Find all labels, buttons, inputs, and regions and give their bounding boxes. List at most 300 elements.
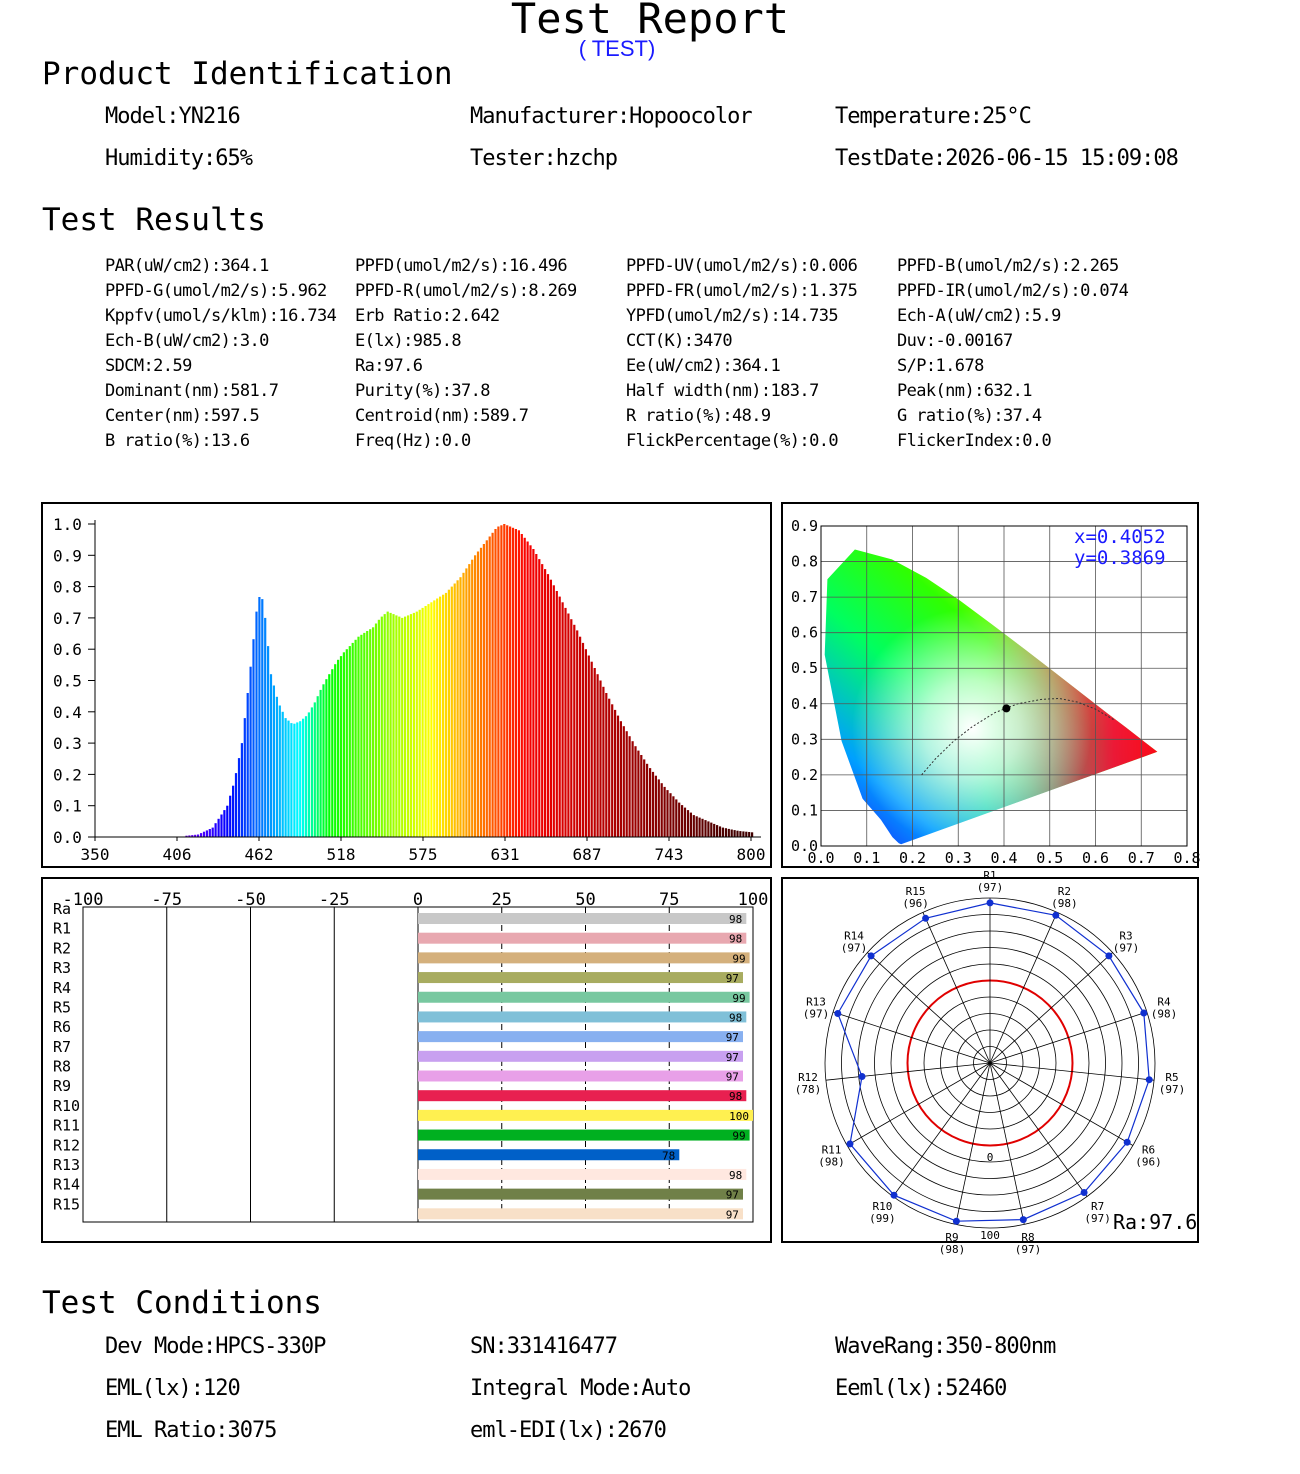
spectrum-bar [541,564,543,837]
spectrum-bar [506,525,508,837]
spectrum-bar [404,617,406,837]
radar-point [1020,1216,1027,1223]
cie-y-tick-label: 0.4 [791,694,819,713]
spectrum-bar [594,668,596,837]
cie-panel [781,502,1199,868]
spectrum-bar [200,833,202,837]
cri-bar [418,972,743,986]
spectrum-bar [751,832,753,837]
radar-label-name: R12 [798,1071,818,1085]
spectrum-bar [287,721,289,837]
spectrum-bar [710,823,712,837]
bar-category-label: R6 [53,1018,72,1037]
spectrum-bar [497,527,499,838]
result-value: G ratio(%):37.4 [897,406,1042,426]
spectrum-bar [544,569,546,837]
radar-label-value: (78) [794,1083,822,1097]
spectrum-bar [235,773,237,837]
spectrum-bar [731,830,733,838]
eml-ratio-field: EML Ratio:3075 [105,1418,277,1443]
spectrum-bar [512,528,514,837]
spectrum-bar [713,824,715,837]
spectrum-bar [611,704,613,837]
cri-bar-value: 98 [729,1168,743,1182]
spectrum-bar [267,646,269,837]
x-tick-label: 631 [490,845,520,864]
report-subtitle: ( TEST) [578,36,656,61]
spectrum-bar [416,612,418,837]
spectrum-bar [690,813,692,837]
result-value: PPFD-R(umol/m2/s):8.269 [355,281,577,301]
spectrum-bar [614,710,616,837]
spectrum-bar [529,545,531,837]
radar-point [859,1073,866,1080]
radar-label-value: (98) [1051,896,1078,910]
spectrum-bar [646,764,648,837]
radar-label-name: R13 [806,995,826,1009]
spectrum-bar [515,529,517,837]
spectrum-bar [573,625,575,837]
cri-bar-value: 97 [725,1050,739,1064]
spectrum-bar [419,610,421,837]
bar-category-label: R13 [53,1155,81,1174]
bar-category-label: R5 [53,998,72,1017]
bar-category-label: R2 [53,939,72,958]
cri-bar-chart [43,879,770,1241]
bar-x-tick-label: 0 [412,890,424,910]
cri-bar-value: 78 [662,1149,676,1163]
spectrum-bar [459,577,461,837]
spectrum-bar [527,542,529,838]
x-tick-label: 518 [326,845,356,864]
radar-label-name: R4 [1157,995,1171,1009]
radar-label-value: (97) [976,881,1004,894]
y-tick-label: 0.5 [53,671,82,691]
cri-bar [418,1149,679,1163]
cie-x-tick-label: 0.6 [1081,849,1110,867]
cri-bar [418,1031,743,1045]
bar-x-tick-label: -100 [62,890,104,910]
product-heading: Product Identification [42,56,453,92]
spectrum-bar [305,716,307,837]
dev-mode-field: Dev Mode:HPCS-330P [105,1334,326,1359]
spectrum-bar [226,806,228,837]
spectrum-bar [553,585,555,837]
eml-edi-field: eml-EDI(lx):2670 [470,1418,666,1443]
y-tick-label: 0.3 [53,734,82,754]
bar-category-label: R8 [53,1057,72,1076]
radar-point [1146,1076,1153,1083]
spectrum-bar [273,686,275,838]
bar-category-label: R15 [53,1195,81,1214]
spectrum-bar [707,821,709,837]
cri-bar-value: 97 [725,1208,739,1222]
spectrum-bar [716,825,718,837]
spectrum-bar [734,830,736,837]
spectrum-bar [468,564,470,837]
conditions-heading: Test Conditions [42,1285,322,1321]
cri-bar [418,1051,743,1062]
radar-label-value: (98) [1150,1007,1178,1021]
bar-category-label: R1 [53,919,72,938]
spectrum-bar [448,590,450,837]
spectrum-bar [357,637,359,837]
spectrum-bar [264,618,266,837]
spectrum-bar [465,568,467,837]
result-value: PAR(uW/cm2):364.1 [105,256,269,276]
cie-y-tick-label: 0.8 [791,552,819,571]
spectrum-bar [212,828,214,837]
spectrum-bar [701,819,703,837]
manufacturer-field: Manufacturer:Hopoocolor [470,104,752,129]
spectrum-bar [559,597,561,837]
x-tick-label: 743 [654,845,684,864]
spectrum-bar [567,614,569,838]
spectrum-bar [748,832,750,837]
radar-label-value: (96) [1135,1155,1162,1169]
spectrum-bar [696,816,698,837]
radar-label-name: R14 [844,929,864,943]
spectrum-bar [672,796,674,837]
radar-label-name: R3 [1119,929,1133,943]
x-tick-label: 800 [736,845,766,864]
cie-x-tick-label: 0.4 [990,849,1018,867]
spectrum-bar [620,721,622,837]
spectrum-bar [340,656,342,837]
result-value: Dominant(nm):581.7 [105,381,279,401]
spectrum-bar [745,832,747,837]
cie-y-tick-label: 0.9 [791,517,819,535]
radar-label-value: (97) [1112,941,1140,955]
spectrum-bar [608,699,610,837]
tester-field: Tester:hzchp [470,146,617,171]
cri-bar [418,1090,746,1104]
bar-category-label: R11 [53,1116,81,1135]
spectrum-bar [352,643,354,837]
spectrum-bar [206,830,208,837]
spectrum-bar [451,587,453,837]
spectrum-bar [317,696,319,837]
spectrum-bar [535,554,537,837]
spectrum-bar [585,649,587,837]
spectrum-bar [439,597,441,837]
radar-label-name: R11 [821,1143,842,1157]
spectrum-bar [410,614,412,837]
radar-point [834,1010,841,1017]
result-value: B ratio(%):13.6 [105,431,250,451]
cri-bar [418,1130,750,1141]
spectrum-bar [634,746,636,837]
integral-mode-field: Integral Mode:Auto [470,1376,691,1401]
spectrum-bar [489,537,491,838]
spectrum-bar [661,783,663,837]
cie-x-tick-label: 0.2 [898,849,927,867]
cri-bar-value: 99 [732,991,746,1005]
spectrum-bar [293,724,295,837]
y-tick-label: 0.4 [53,702,82,722]
spectrum-bar [296,722,298,837]
spectrum-bar [687,810,689,837]
spectrum-bar [518,530,520,837]
spectrum-bar [366,631,368,837]
spectrum-chart [43,504,770,866]
radar-scale-min: 0 [986,1151,994,1164]
cri-bar-value: 99 [732,952,746,966]
y-tick-label: 0.1 [53,796,82,816]
cie-x-tick-label: 0.7 [1127,849,1155,867]
result-value: FlickerIndex:0.0 [897,431,1052,451]
spectrum-bar [346,649,348,837]
spectrum-bar [384,614,386,837]
cri-bar-value: 97 [725,1070,739,1084]
spectrum-bar [241,743,243,837]
spectrum-bar [270,674,272,837]
spectrum-bar [477,552,479,838]
spectrum-bar [626,731,628,837]
spectrum-bar [250,667,252,837]
spectrum-bar [425,606,427,837]
spectrum-bar [334,664,336,837]
spectrum-bar [664,787,666,837]
spectrum-bar [279,706,281,838]
cie-x-tick-label: 0.3 [944,849,972,867]
cri-bar-value: 99 [732,1129,746,1143]
spectrum-bar [579,637,581,837]
spectrum-bar [722,828,724,837]
spectrum-bar [570,619,572,837]
cie-y-tick-label: 0.7 [791,588,819,607]
radar-label-value: (97) [840,941,868,955]
cri-bar [418,952,750,966]
cri-bar [418,1071,743,1082]
spectrum-bar [247,693,249,837]
humidity-field: Humidity:65% [105,146,252,171]
cri-bar [418,933,746,944]
model-field: Model:YN216 [105,104,240,129]
radar-point [1105,952,1112,959]
radar-ra-label: Ra:97.6 [1113,1210,1198,1234]
spectrum-bar [483,544,485,837]
spectrum-bar [308,712,310,837]
result-value: Ech-B(uW/cm2):3.0 [105,331,269,351]
cri-bar-value: 98 [729,1090,743,1104]
spectrum-bar [258,597,260,837]
spectrum-bar [218,819,220,837]
bar-category-label: R12 [53,1136,81,1155]
spectrum-bar [349,646,351,837]
spectrum-bar [337,660,339,837]
spectrum-bar [220,815,222,838]
spectrum-bar [576,630,578,837]
bar-category-label: R4 [53,978,72,997]
cie-y-tick-label: 0.6 [791,623,819,642]
spectrum-bar [360,635,362,837]
radar-label-value: (99) [869,1212,896,1226]
spectrum-bar [588,656,590,838]
bar-category-label: R14 [53,1175,81,1194]
radar-point [1081,1189,1088,1196]
result-value: Center(nm):597.5 [105,406,260,426]
cie-y-tick-label: 0.0 [791,837,819,855]
radar-point [1052,912,1059,919]
spectrum-bar [238,758,240,837]
cie-y-tick-label: 0.1 [791,801,819,820]
result-value: E(lx):985.8 [355,331,461,351]
spectrum-bar [742,831,744,837]
bar-x-tick-label: -25 [318,890,350,910]
cie-y-annotation: y=0.3869 [1074,547,1166,569]
spectrum-bar [427,604,429,837]
y-tick-label: 0.6 [53,640,82,660]
eml-field: EML(lx):120 [105,1376,240,1401]
spectrum-bar [390,613,392,837]
spectrum-bar [232,786,234,837]
spectrum-bar [643,759,645,837]
y-tick-label: 0.7 [53,608,82,628]
spectrum-bar [261,599,263,837]
cri-bar [418,913,746,924]
cie-chart [783,504,1201,867]
x-tick-label: 462 [244,845,274,864]
radar-label-value: (97) [802,1007,830,1021]
cie-y-tick-label: 0.2 [791,765,819,784]
spectrum-bar [311,707,313,837]
cri-bar [418,992,750,1003]
radar-point [953,1218,960,1225]
spectrum-bar [413,613,415,837]
cri-bar [418,1011,746,1025]
x-tick-label: 406 [162,845,192,864]
test-date-field: TestDate:2026-06-15 15:09:08 [835,146,1178,171]
spectrum-bar [223,810,225,837]
spectrum-bar [494,529,496,837]
result-value: PPFD-UV(umol/m2/s):0.006 [626,256,858,276]
cri-radar-panel [781,869,1199,1256]
cie-x-tick-label: 0.1 [853,849,881,867]
spectrum-bar [252,639,254,837]
cri-bar-value: 98 [729,1011,743,1025]
spectrum-bar [302,719,304,837]
spectrum-bar [666,790,668,837]
x-tick-label: 350 [80,845,110,864]
spectrum-bar [407,615,409,837]
spectrum-panel [41,502,772,868]
x-tick-label: 575 [408,845,438,864]
cri-radar-chart [783,869,1198,1256]
spectrum-bar [556,591,558,837]
spectrum-bar [564,608,566,837]
spectrum-bar [492,533,494,837]
radar-label-value: (98) [938,1243,966,1256]
radar-label-name: R8 [1021,1231,1035,1244]
cri-bar-value: 100 [729,1109,749,1123]
spectrum-bars [185,524,753,837]
cie-y-tick-label: 0.3 [791,730,819,749]
cri-bar [418,1110,753,1121]
cri-bar-value: 98 [729,913,743,926]
spectrum-bar [433,600,435,837]
result-value: PPFD-FR(umol/m2/s):1.375 [626,281,858,301]
cie-x-tick-label: 0.5 [1036,849,1064,867]
spectrum-bar [203,832,205,837]
bar-category-label: R10 [53,1096,81,1115]
spectrum-bar [454,584,456,838]
result-value: CCT(K):3470 [626,331,732,351]
spectrum-bar [486,540,488,837]
spectrum-bar [681,805,683,837]
spectrum-bar [331,669,333,837]
cri-bar-value: 97 [725,1188,739,1202]
spectrum-bar [387,612,389,837]
spectrum-bar [739,831,741,837]
spectrum-bar [314,702,316,837]
spectrum-bar [617,716,619,837]
bar-x-tick-label: 75 [659,890,680,910]
wave-range-field: WaveRang:350-800nm [835,1334,1056,1359]
spectrum-bar [471,560,473,837]
spectrum-bar [430,602,432,837]
cri-bar-value: 97 [725,972,739,986]
spectrum-bar [597,674,599,837]
bar-category-label: R9 [53,1077,72,1096]
spectrum-bar [363,633,365,837]
spectrum-bar [678,803,680,837]
spectrum-bar [509,527,511,838]
radar-point [987,899,994,906]
result-value: Freq(Hz):0.0 [355,431,471,451]
radar-label-value: (96) [902,896,929,910]
bar-category-label: R7 [53,1037,72,1056]
spectrum-bar [547,574,549,837]
bar-category-label: Ra [53,900,72,918]
spectrum-bar [328,674,330,837]
spectrum-bar [401,618,403,837]
result-value: PPFD-IR(umol/m2/s):0.074 [897,281,1129,301]
result-value: Ech-A(uW/cm2):5.9 [897,306,1061,326]
spectrum-bar [736,831,738,837]
result-value: Centroid(nm):589.7 [355,406,529,426]
spectrum-bar [355,640,357,837]
spectrum-bar [704,820,706,837]
cri-bar [418,1208,743,1222]
spectrum-bar [640,755,642,837]
spectrum-bar [215,823,217,837]
radar-spoke [990,912,1057,1063]
result-value: SDCM:2.59 [105,356,192,376]
spectrum-bar [658,779,660,837]
spectrum-bar [480,548,482,837]
spectrum-bar [422,608,424,837]
radar-label-name: R6 [1141,1143,1156,1157]
spectrum-bar [457,580,459,837]
cri-bar [418,1189,743,1200]
cri-bar-value: 98 [729,932,743,946]
bar-x-tick-label: 25 [491,890,512,910]
spectrum-bar [395,615,397,837]
y-tick-label: 0.8 [53,577,82,597]
result-value: PPFD-G(umol/m2/s):5.962 [105,281,327,301]
radar-label-value: (98) [818,1155,845,1169]
spectrum-bar [442,595,444,837]
result-value: PPFD(umol/m2/s):16.496 [355,256,567,276]
spectrum-bar [623,726,625,837]
spectrum-bar [550,580,552,837]
spectrum-bar [591,662,593,837]
spectrum-bar [582,643,584,837]
cri-bar-panel [41,877,772,1243]
spectrum-bar [276,697,278,837]
spectrum-bar [719,826,721,837]
